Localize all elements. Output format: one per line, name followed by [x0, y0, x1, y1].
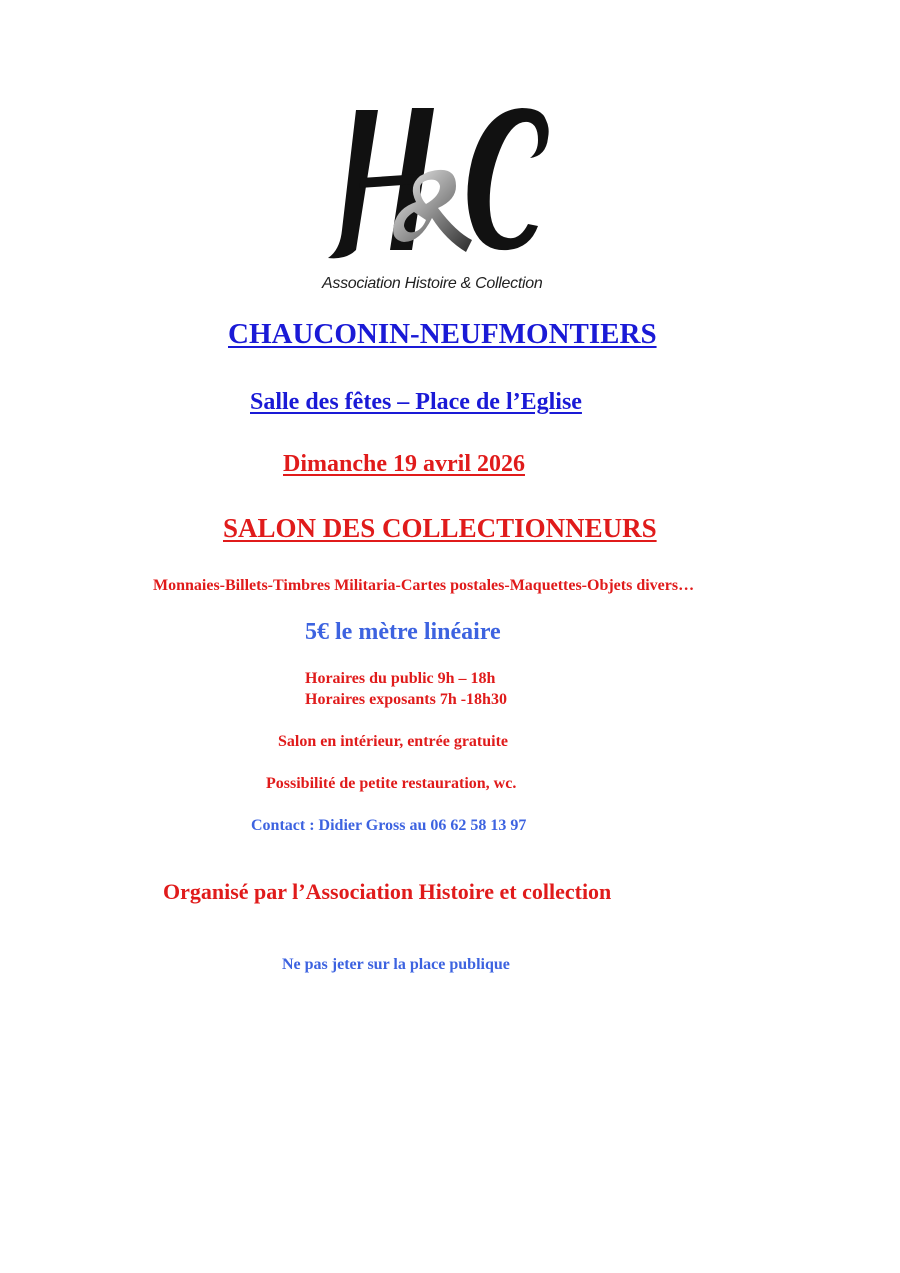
logo-caption: Association Histoire & Collection: [322, 275, 543, 292]
organizer-line: Organisé par l’Association Histoire et collection: [163, 879, 612, 904]
event-date: Dimanche 19 avril 2026: [283, 451, 525, 477]
food-note: Possibilité de petite restauration, wc.: [266, 775, 517, 792]
public-hours: Horaires du public 9h – 18h: [305, 670, 496, 687]
indoor-note: Salon en intérieur, entrée gratuite: [278, 733, 509, 750]
town-heading: CHAUCONIN-NEUFMONTIERS: [228, 318, 657, 350]
event-title: SALON DES COLLECTIONNEURS: [223, 513, 657, 543]
hc-monogram-icon: [316, 100, 554, 275]
contact-info: Contact : Didier Gross au 06 62 58 13 97: [251, 817, 527, 834]
association-logo: [316, 100, 554, 300]
collection-categories: Monnaies-Billets-Timbres Militaria-Cartes postales-Maquettes-Objets divers…: [153, 577, 695, 594]
stand-price: 5€ le mètre linéaire: [305, 619, 501, 645]
venue-heading: Salle des fêtes – Place de l’Eglise: [250, 389, 582, 415]
disclaimer: Ne pas jeter sur la place publique: [282, 956, 510, 973]
exhibitor-hours: Horaires exposants 7h -18h30: [305, 691, 507, 708]
